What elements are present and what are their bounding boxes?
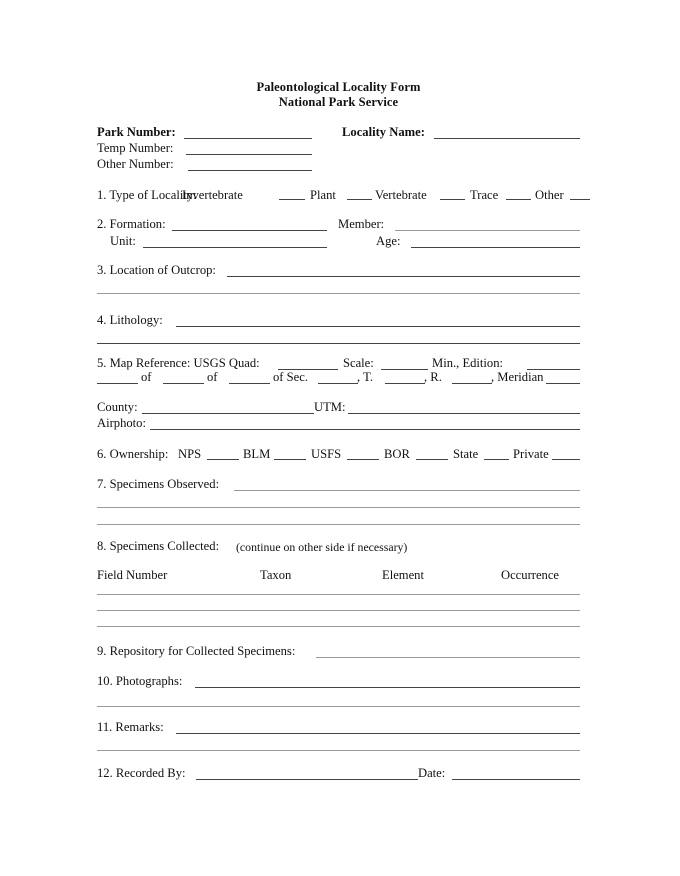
section-9-label: 9. Repository for Collected Specimens:	[97, 644, 296, 658]
temp-number-label: Temp Number:	[97, 141, 174, 155]
owner-bor: BOR	[384, 447, 410, 461]
scale-label: Scale:	[343, 356, 374, 370]
remarks-input-line-2[interactable]	[97, 750, 580, 751]
owner-blm-blank[interactable]	[274, 459, 306, 460]
specimens-observed-line-2[interactable]	[97, 507, 580, 508]
section-8-note: (continue on other side if necessary)	[236, 540, 408, 554]
scale-input[interactable]	[381, 369, 428, 370]
county-label: County:	[97, 400, 138, 414]
option-other-blank[interactable]	[570, 199, 590, 200]
quarter-2-input[interactable]	[163, 383, 204, 384]
option-trace: Trace	[470, 188, 499, 202]
section-3-label: 3. Location of Outcrop:	[97, 263, 216, 277]
table-row[interactable]	[97, 594, 580, 595]
range-input[interactable]	[452, 383, 492, 384]
meridian-input[interactable]	[546, 383, 580, 384]
owner-blm: BLM	[243, 447, 271, 461]
age-input[interactable]	[411, 247, 580, 248]
quarter-3-input[interactable]	[229, 383, 270, 384]
other-number-label: Other Number:	[97, 157, 174, 171]
of-label-1: of	[141, 370, 152, 384]
option-trace-blank[interactable]	[506, 199, 531, 200]
option-invertebrate-blank[interactable]	[279, 199, 305, 200]
section-4-label: 4. Lithology:	[97, 313, 163, 327]
option-plant: Plant	[310, 188, 336, 202]
option-vertebrate: Vertebrate	[375, 188, 427, 202]
unit-label: Unit:	[110, 234, 136, 248]
owner-state-blank[interactable]	[484, 459, 509, 460]
section-8-label: 8. Specimens Collected:	[97, 539, 220, 553]
meridian-label: , Meridian	[491, 370, 544, 384]
outcrop-input-line-2[interactable]	[97, 293, 580, 294]
section-number-input[interactable]	[318, 383, 358, 384]
county-input[interactable]	[142, 413, 314, 414]
formation-input[interactable]	[172, 230, 327, 231]
member-input[interactable]	[395, 230, 580, 231]
owner-nps-blank[interactable]	[207, 459, 239, 460]
specimens-observed-line-1[interactable]	[234, 490, 580, 491]
page-title	[97, 80, 580, 109]
date-input[interactable]	[452, 779, 580, 780]
section-12-label: 12. Recorded By:	[97, 766, 186, 780]
owner-nps: NPS	[178, 447, 202, 461]
table-row[interactable]	[97, 610, 580, 611]
of-label-2: of	[207, 370, 218, 384]
date-label: Date:	[418, 766, 446, 780]
locality-name-label: Locality Name:	[342, 125, 425, 139]
photographs-input-line-2[interactable]	[97, 706, 580, 707]
of-sec-label: of Sec.	[273, 370, 308, 384]
lithology-input-line-2[interactable]	[97, 343, 580, 344]
option-vertebrate-blank[interactable]	[440, 199, 465, 200]
column-header-occurrence: Occurrence	[501, 568, 560, 582]
option-invertebrate: Invertebrate	[182, 188, 243, 202]
title-line-2: National Park Service	[278, 94, 399, 109]
unit-input[interactable]	[143, 247, 327, 248]
range-label: , R.	[424, 370, 442, 384]
column-header-field-number: Field Number	[97, 568, 168, 582]
table-row[interactable]	[97, 626, 580, 627]
outcrop-input-line-1[interactable]	[227, 276, 580, 277]
repository-input[interactable]	[316, 657, 580, 658]
option-plant-blank[interactable]	[347, 199, 372, 200]
other-number-input[interactable]	[188, 170, 312, 171]
section-7-label: 7. Specimens Observed:	[97, 477, 220, 491]
section-10-label: 10. Photographs:	[97, 674, 183, 688]
owner-state: State	[453, 447, 479, 461]
airphoto-label: Airphoto:	[97, 416, 146, 430]
section-2-label: 2. Formation:	[97, 217, 166, 231]
township-input[interactable]	[385, 383, 425, 384]
owner-private-blank[interactable]	[552, 459, 580, 460]
recorded-by-input[interactable]	[196, 779, 418, 780]
lithology-input-line-1[interactable]	[176, 326, 580, 327]
column-header-element: Element	[382, 568, 424, 582]
section-5-label: 5. Map Reference: USGS Quad:	[97, 356, 260, 370]
owner-private: Private	[513, 447, 549, 461]
section-6-label: 6. Ownership:	[97, 447, 169, 461]
utm-label: UTM:	[314, 400, 346, 414]
section-11-label: 11. Remarks:	[97, 720, 164, 734]
edition-label: Min., Edition:	[432, 356, 504, 370]
temp-number-input[interactable]	[186, 154, 312, 155]
quarter-1-input[interactable]	[97, 383, 138, 384]
specimens-observed-line-3[interactable]	[97, 524, 580, 525]
township-label: , T.	[357, 370, 373, 384]
member-label: Member:	[338, 217, 385, 231]
owner-usfs-blank[interactable]	[347, 459, 379, 460]
age-label: Age:	[376, 234, 401, 248]
airphoto-input[interactable]	[150, 429, 580, 430]
section-1-text: 1. Type of Locality:	[97, 188, 197, 202]
column-header-taxon: Taxon	[260, 568, 292, 582]
owner-bor-blank[interactable]	[416, 459, 448, 460]
photographs-input-line-1[interactable]	[195, 687, 580, 688]
remarks-input-line-1[interactable]	[176, 733, 580, 734]
title-line-1: Paleontological Locality Form	[256, 80, 421, 94]
owner-usfs: USFS	[311, 447, 342, 461]
option-other: Other	[535, 188, 564, 202]
park-number-label: Park Number:	[97, 125, 176, 139]
utm-input[interactable]	[348, 413, 580, 414]
park-number-input[interactable]	[184, 138, 312, 139]
locality-name-input[interactable]	[434, 138, 580, 139]
